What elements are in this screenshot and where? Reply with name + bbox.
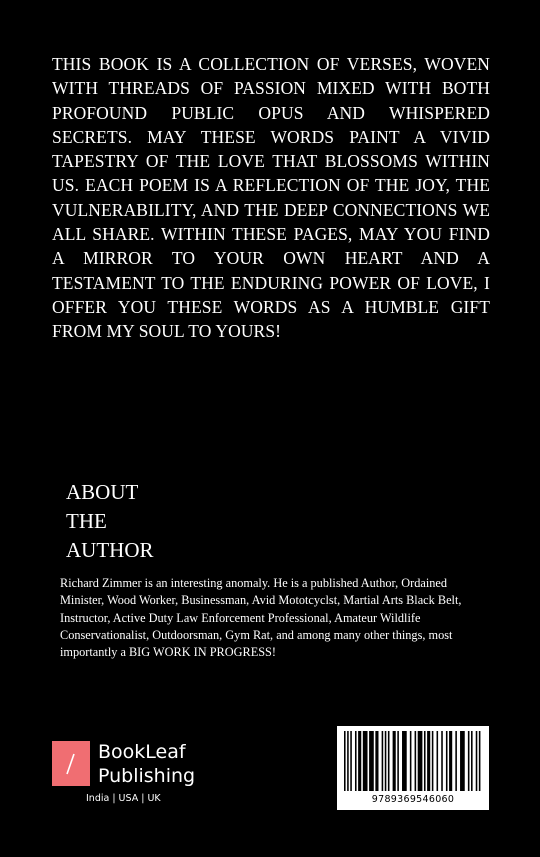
barcode-bar bbox=[418, 731, 423, 791]
barcode-bar bbox=[369, 731, 374, 791]
barcode-bar bbox=[415, 731, 417, 791]
publisher-logo bbox=[52, 740, 212, 810]
barcode-bar bbox=[385, 731, 387, 791]
book-blurb: THIS BOOK IS A COLLECTION OF VERSES, WOVEN WITH THREADS OF PASSION MIXED WITH BOTH PROFOUND PUBLIC OPUS AND WHISPERED SECRETS. MAY THESE WORDS PAINT A VIVID TAPESTRY OF THE LOVE THAT BLOSSOMS WITHIN US. EACH POEM IS A REFLECTION OF THE JOY, THE VULNERABILITY, AND THE DEEP CONNECTIONS WE ALL SHARE. WITHIN THESE PAGES, MAY YOU FIND A MIRROR TO YOUR OWN HEART AND A TESTAMENT TO THE ENDURING POWER OF LOVE, I OFFER YOU THESE WORDS AS A HUMBLE GIFT FROM MY SOUL TO YOURS! bbox=[52, 54, 490, 342]
barcode-bar bbox=[393, 731, 396, 791]
author-bio: Richard Zimmer is an interesting anomaly. He is a published Author, Ordained Minister, Wood Worker, Businessman, Avid Mototcyclst, Martial Arts Black Belt, Instructor, Active Duty Law Enforcement Professional, Amateur Wildlife Conservationalist, Outdoorsman, Gym Rat, and among many other things, most importantly a BIG WORK IN PROGRESS! bbox=[60, 576, 462, 660]
about-heading-line-1: ABOUT bbox=[66, 480, 139, 504]
barcode-bar bbox=[468, 731, 470, 791]
barcode-bar bbox=[441, 731, 443, 791]
barcode-bar bbox=[476, 731, 478, 791]
barcode-bar bbox=[432, 731, 434, 791]
barcode-bar bbox=[388, 731, 390, 791]
barcode-bar bbox=[410, 731, 412, 791]
barcode-bar bbox=[402, 731, 407, 791]
barcode-bar bbox=[437, 731, 439, 791]
publisher-regions: India | USA | UK bbox=[86, 793, 161, 804]
about-author-heading bbox=[66, 478, 186, 565]
publisher-name-line-1: BookLeaf bbox=[98, 741, 186, 763]
about-heading-line-2: THE bbox=[66, 509, 107, 533]
barcode-bar bbox=[471, 731, 473, 791]
barcode-bar bbox=[350, 731, 352, 791]
publisher-name bbox=[98, 740, 195, 788]
barcode-bar bbox=[344, 731, 346, 791]
barcode-bars bbox=[343, 731, 483, 791]
barcode-bar bbox=[355, 731, 357, 791]
barcode-bar bbox=[455, 731, 457, 791]
barcode-bar bbox=[397, 731, 399, 791]
slash-icon bbox=[52, 741, 90, 786]
isbn-barcode bbox=[337, 726, 489, 810]
barcode-bar bbox=[479, 731, 481, 791]
publisher-name-line-2: Publishing bbox=[98, 765, 196, 787]
barcode-bar bbox=[449, 731, 452, 791]
barcode-bar bbox=[363, 731, 368, 791]
barcode-bar bbox=[427, 731, 430, 791]
barcode-bar bbox=[460, 731, 465, 791]
barcode-bar bbox=[375, 731, 378, 791]
isbn-number: 9789369546060 bbox=[371, 794, 455, 805]
barcode-bar bbox=[347, 731, 349, 791]
about-heading-line-3: AUTHOR bbox=[66, 538, 154, 562]
barcode-bar bbox=[446, 731, 448, 791]
barcode-bar bbox=[424, 731, 426, 791]
barcode-bar bbox=[382, 731, 384, 791]
barcode-bar bbox=[358, 731, 361, 791]
